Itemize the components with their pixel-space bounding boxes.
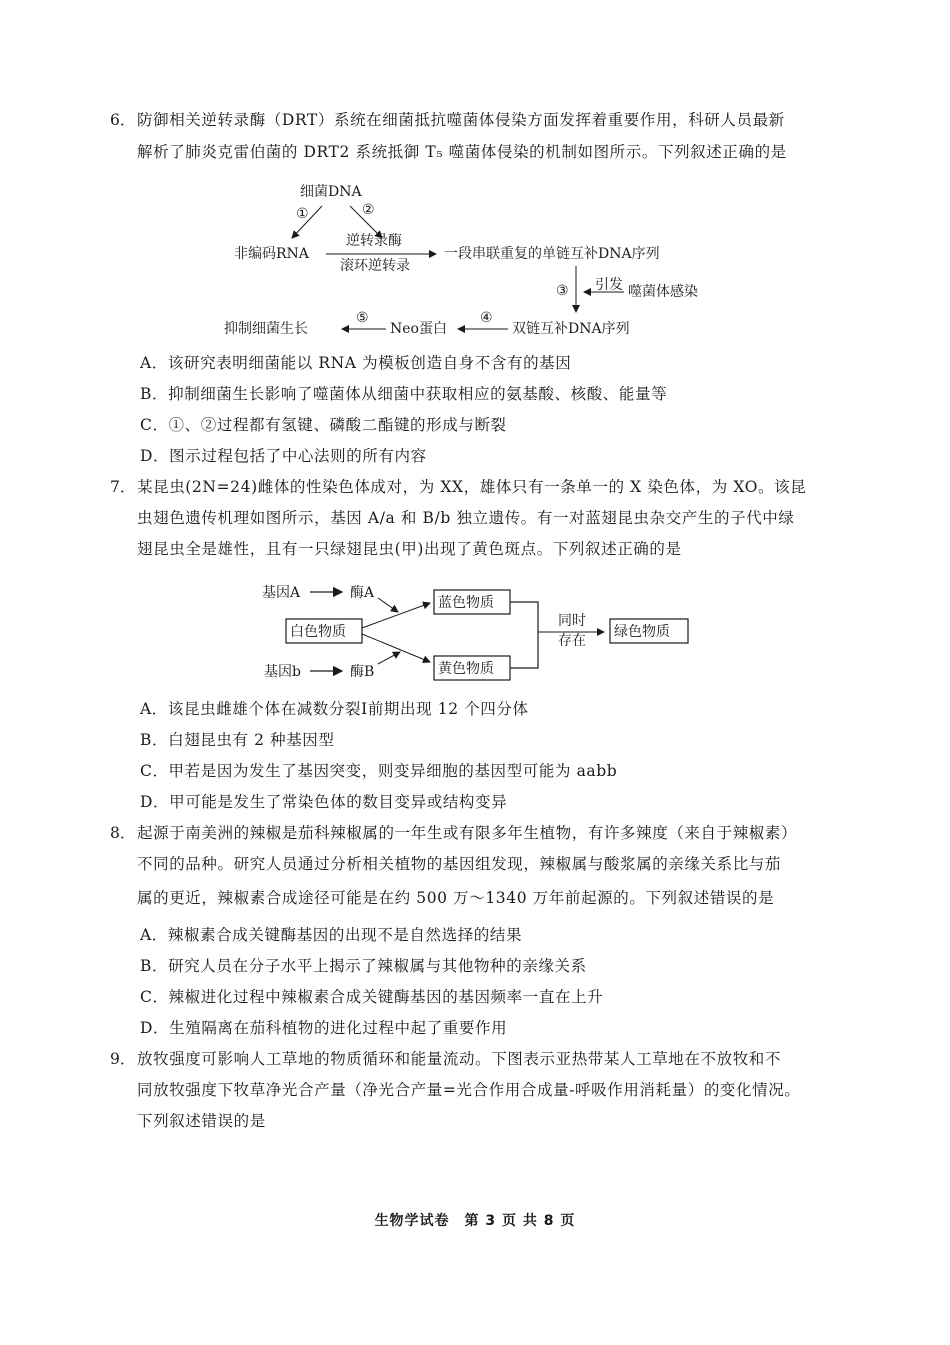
arrow-to-blue	[362, 603, 430, 628]
question-7-stem-line-2: 虫翅色遗传机理如图所示，基因 A/a 和 B/b 独立遗传。有一对蓝翅昆虫杂交产生的子代中绿	[137, 509, 795, 527]
question-8-option-a: A．辣椒素合成关键酶基因的出现不是自然选择的结果	[140, 926, 523, 944]
exist-label: 存在	[558, 633, 586, 649]
double-strand-cdna-label: 双链互补DNA序列	[512, 321, 630, 337]
circle-5-label: ⑤	[356, 310, 369, 326]
simultaneous-label: 同时	[558, 613, 586, 629]
enzyme-b-label: 酶B	[350, 664, 375, 680]
white-substance-label: 白色物质	[290, 624, 346, 640]
question-8-number: 8．	[110, 824, 136, 842]
question-8-option-d: D．生殖隔离在茄科植物的进化过程中起了重要作用	[140, 1019, 508, 1037]
question-9-number: 9．	[110, 1050, 136, 1068]
question-7-option-d: D．甲可能是发生了常染色体的数目变异或结构变异	[140, 793, 508, 811]
neo-protein-label: Neo蛋白	[390, 321, 447, 337]
circle-3-label: ③	[556, 283, 569, 299]
question-6-option-c: C．①、②过程都有氢键、磷酸二酯键的形成与断裂	[140, 416, 507, 434]
trigger-label: 引发	[595, 277, 623, 293]
rolling-circle-rt-label: 滚环逆转录	[340, 258, 410, 274]
question-8-option-b: B．研究人员在分子水平上揭示了辣椒属与其他物种的亲缘关系	[140, 957, 587, 975]
question-6-stem-line-2: 解析了肺炎克雷伯菌的 DRT2 系统抵御 T₅ 噬菌体侵染的机制如图所示。下列叙述正确的是	[137, 143, 787, 161]
arrow-enzyme-a	[378, 598, 398, 612]
merge-bracket	[510, 602, 538, 668]
circle-1-label: ①	[296, 206, 309, 222]
circle-2-label: ②	[362, 202, 375, 218]
gene-b-label: 基因b	[264, 664, 301, 680]
question-7-option-a: A．该昆虫雌雄个体在减数分裂Ⅰ前期出现 12 个四分体	[140, 700, 529, 718]
inhibit-growth-label: 抑制细菌生长	[224, 321, 308, 337]
reverse-transcriptase-label: 逆转录酶	[346, 233, 402, 249]
arrow-enzyme-b	[378, 652, 400, 664]
page-footer: 生物学试卷 第 3 页 共 8 页	[374, 1213, 576, 1229]
gene-a-label: 基因A	[262, 585, 301, 601]
question-7-stem-line-1: 某昆虫(2N=24)雌体的性染色体成对，为 XX，雄体只有一条单一的 X 染色体，为 XO。该昆	[137, 478, 807, 496]
question-6-option-b: B．抑制细菌生长影响了噬菌体从细菌中获取相应的氨基酸、核酸、能量等	[140, 385, 668, 403]
question-7-option-b: B．白翅昆虫有 2 种基因型	[140, 731, 335, 749]
question-9-stem-line-3: 下列叙述错误的是	[137, 1112, 266, 1130]
question-9-stem-line-2: 同放牧强度下牧草净光合产量（净光合产量=光合作用合成量-呼吸作用消耗量）的变化情况。	[137, 1081, 801, 1099]
phage-infection-label: 噬菌体感染	[628, 284, 698, 300]
noncoding-rna-label: 非编码RNA	[234, 246, 309, 262]
yellow-substance-label: 黄色物质	[438, 661, 494, 677]
question-8-stem-line-1: 起源于南美洲的辣椒是茄科辣椒属的一年生或有限多年生植物，有许多辣度（来自于辣椒素）	[137, 824, 798, 842]
blue-substance-label: 蓝色物质	[438, 595, 494, 611]
green-substance-label: 绿色物质	[614, 624, 670, 640]
question-9-stem-line-1: 放牧强度可影响人工草地的物质循环和能量流动。下图表示亚热带某人工草地在不放牧和不	[137, 1050, 782, 1068]
arrow-to-yellow	[362, 634, 430, 662]
question-6-stem-line-1: 防御相关逆转录酶（DRT）系统在细菌抵抗噬菌体侵染方面发挥着重要作用，科研人员最新	[137, 111, 785, 129]
enzyme-a-label: 酶A	[350, 585, 375, 601]
question-6-option-d: D．图示过程包括了中心法则的所有内容	[140, 447, 427, 465]
question-6-number: 6．	[110, 111, 136, 129]
question-7-number: 7．	[110, 478, 136, 496]
bacterial-dna-label: 细菌DNA	[300, 184, 362, 200]
question-7-option-c: C．甲若是因为发生了基因突变，则变异细胞的基因型可能为 aabb	[140, 762, 618, 780]
circle-4-label: ④	[480, 310, 493, 326]
question-6-option-a: A．该研究表明细菌能以 RNA 为模板创造自身不含有的基因	[140, 354, 572, 372]
single-strand-cdna-label: 一段串联重复的单链互补DNA序列	[444, 246, 660, 262]
question-8-stem-line-3: 属的更近，辣椒素合成途径可能是在约 500 万～1340 万年前起源的。下列叙述错误的是	[137, 889, 775, 907]
question-8-option-c: C．辣椒进化过程中辣椒素合成关键酶基因的基因频率一直在上升	[140, 988, 604, 1006]
question-8-stem-line-2: 不同的品种。研究人员通过分析相关植物的基因组发现，辣椒属与酸浆属的亲缘关系比与茄	[137, 855, 782, 873]
question-7-stem-line-3: 翅昆虫全是雄性，且有一只绿翅昆虫(甲)出现了黄色斑点。下列叙述正确的是	[137, 540, 682, 558]
